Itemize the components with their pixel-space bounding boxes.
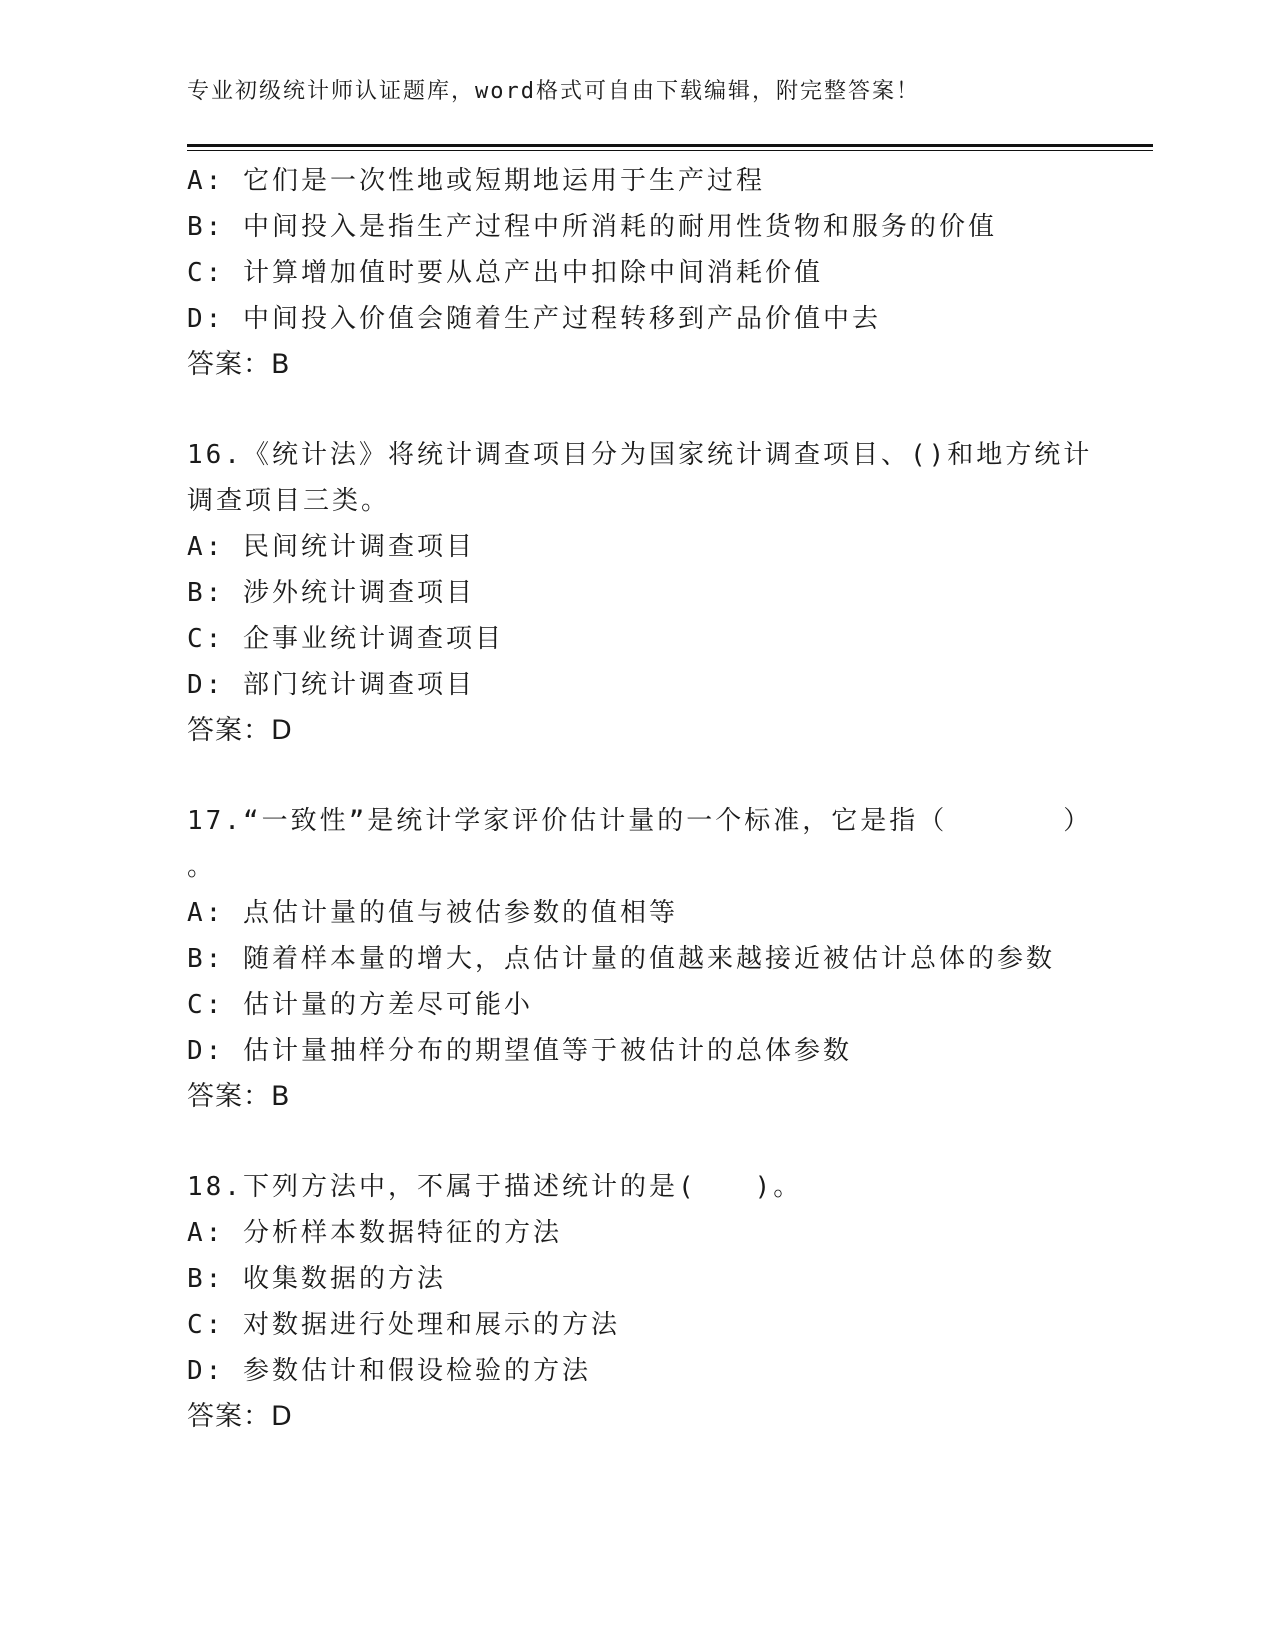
- spacer: [187, 388, 1147, 432]
- question-17: [187, 798, 1147, 1120]
- question-stem: 17.“一致性”是统计学家评价估计量的一个标准，它是指（ ）: [187, 806, 1093, 836]
- header-rule-thick: [187, 144, 1153, 147]
- question-stem-continued: 调查项目三类。: [187, 486, 391, 516]
- answer: 答案：D: [187, 1401, 293, 1432]
- question-stem: 18.下列方法中，不属于描述统计的是( )。: [187, 1172, 803, 1202]
- option-d: D: 中间投入价值会随着生产过程转移到产品价值中去: [187, 304, 881, 334]
- option-c: C: 估计量的方差尽可能小: [187, 990, 533, 1020]
- option-b: B: 中间投入是指生产过程中所消耗的耐用性货物和服务的价值: [187, 212, 997, 242]
- answer: 答案：B: [187, 1081, 291, 1112]
- question-15-continued: [187, 158, 1147, 388]
- question-16: [187, 432, 1147, 754]
- option-d: D: 估计量抽样分布的期望值等于被估计的总体参数: [187, 1036, 852, 1066]
- option-c: C: 计算增加值时要从总产出中扣除中间消耗价值: [187, 258, 823, 288]
- question-list: [187, 158, 1147, 1440]
- option-c: C: 企事业统计调查项目: [187, 624, 504, 654]
- question-stem-continued: 。: [187, 852, 217, 882]
- option-d: D: 部门统计调查项目: [187, 670, 475, 700]
- option-b: B: 涉外统计调查项目: [187, 578, 475, 608]
- option-a: A: 分析样本数据特征的方法: [187, 1218, 562, 1248]
- option-d: D: 参数估计和假设检验的方法: [187, 1356, 591, 1386]
- header-rule-thin: [187, 150, 1153, 151]
- spacer: [187, 754, 1147, 798]
- option-b: B: 随着样本量的增大，点估计量的值越来越接近被估计总体的参数: [187, 944, 1055, 974]
- header-title: 专业初级统计师认证题库，word格式可自由下载编辑，附完整答案！: [187, 79, 920, 104]
- option-b: B: 收集数据的方法: [187, 1264, 446, 1294]
- answer: 答案：D: [187, 715, 293, 746]
- option-a: A: 点估计量的值与被估参数的值相等: [187, 898, 678, 928]
- option-a: A: 民间统计调查项目: [187, 532, 475, 562]
- option-a: A: 它们是一次性地或短期地运用于生产过程: [187, 166, 765, 196]
- option-c: C: 对数据进行处理和展示的方法: [187, 1310, 620, 1340]
- spacer: [187, 1120, 1147, 1164]
- question-18: [187, 1164, 1147, 1440]
- answer: 答案：B: [187, 349, 291, 380]
- question-stem: 16.《统计法》将统计调查项目分为国家统计调查项目、()和地方统计: [187, 440, 1093, 470]
